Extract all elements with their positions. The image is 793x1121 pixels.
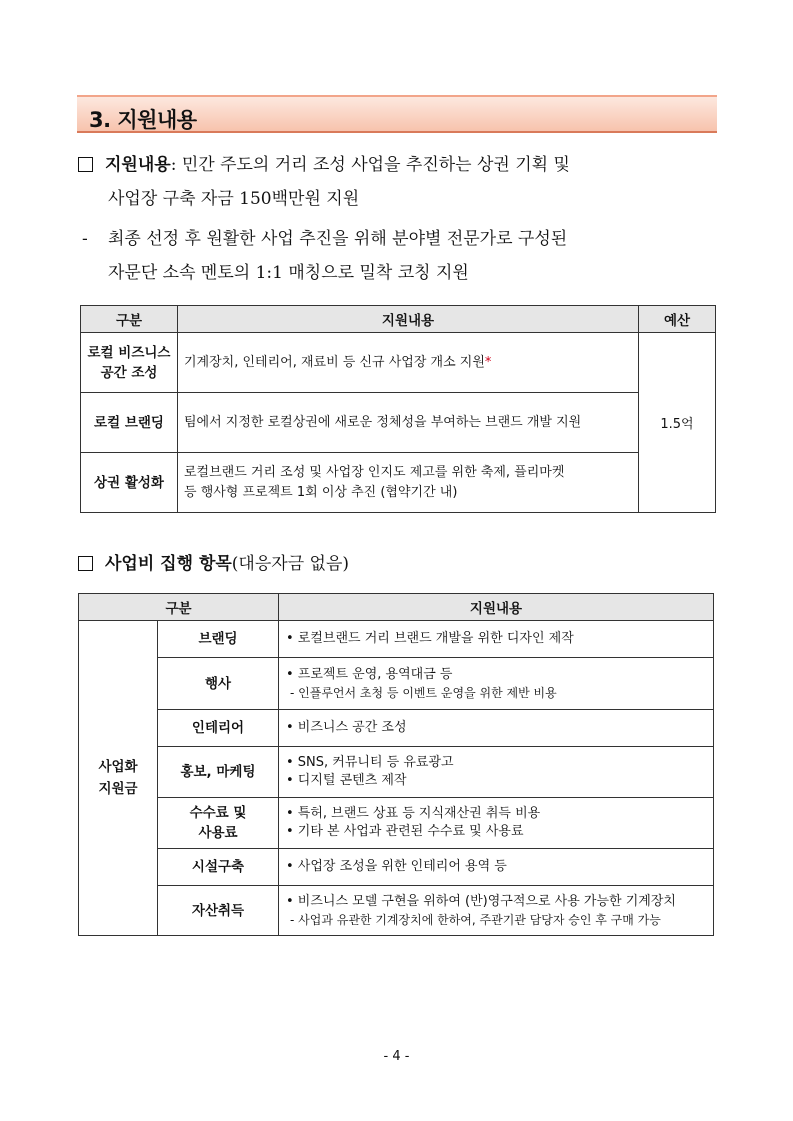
- table-row: [79, 621, 714, 658]
- section2-heading: [78, 547, 718, 581]
- header-content: 지원내용: [178, 306, 639, 333]
- table-row: [79, 710, 714, 747]
- row-content: [279, 747, 714, 798]
- content-line: • SNS, 커뮤니티 등 유료광고: [286, 755, 454, 770]
- content-line: • 기타 본 사업과 관련된 수수료 및 사용료: [286, 824, 524, 839]
- sub-category: 시설구축: [158, 849, 279, 886]
- content-line: 기계장치, 인테리어, 재료비 등 신규 사업장 개소 지원: [184, 354, 485, 370]
- content-line: 등 행사형 프로젝트 1회 이상 추진 (협약기간 내): [184, 484, 458, 500]
- row-content: [279, 798, 714, 849]
- table-row: [79, 747, 714, 798]
- content-line: • 비즈니스 모델 구현을 위하여 (반)영구적으로 사용 가능한 기계장치: [286, 893, 676, 909]
- intro-dash: [78, 222, 718, 290]
- category-line: 공간 조성: [100, 364, 158, 381]
- expense-table: [78, 593, 714, 936]
- expense-table-header: [79, 594, 714, 621]
- content-line: • 디지털 콘텐츠 제작: [286, 773, 407, 788]
- sub-category: 행사: [158, 658, 279, 710]
- table-row: [81, 393, 716, 453]
- main-category-line: 지원금: [98, 781, 138, 797]
- budget-cell: 1.5억: [639, 333, 716, 513]
- row-category: [81, 333, 178, 393]
- section-title: 3. 지원내용: [89, 108, 197, 132]
- table-row: [81, 453, 716, 513]
- bullet-label: 지원내용: [105, 155, 171, 175]
- row-content: [279, 886, 714, 936]
- bullet-text-1: : 민간 주도의 거리 조성 사업을 추진하는 상권 기획 및: [170, 155, 570, 175]
- intro-bullet: [78, 148, 718, 216]
- row-content: [178, 333, 639, 393]
- footnote-mark: *: [484, 354, 492, 370]
- sub-category: 자산취득: [158, 886, 279, 936]
- row-content: 팀에서 지정한 로컬상권에 새로운 정체성을 부여하는 브랜드 개발 지원: [178, 393, 639, 453]
- sub-category: 홍보, 마케팅: [158, 747, 279, 798]
- category-line: 로컬 비즈니스: [87, 344, 171, 361]
- content-line: 로컬브랜드 거리 조성 및 사업장 인지도 제고를 위한 축제, 플리마켓: [184, 464, 565, 480]
- content-subline: - 사업과 유관한 기계장치에 한하여, 주관기관 담당자 승인 후 구매 가능: [290, 912, 661, 927]
- dash-text-1: 최종 선정 후 원활한 사업 추진을 위해 분야별 전문가로 구성된: [108, 229, 568, 249]
- header-category: 구분: [79, 594, 279, 621]
- sub-category: 브랜딩: [158, 621, 279, 658]
- table-row: [79, 798, 714, 849]
- header-category: 구분: [81, 306, 178, 333]
- row-content: [178, 453, 639, 513]
- page-number: - 4 -: [383, 1049, 410, 1064]
- row-category: 로컬 브랜딩: [81, 393, 178, 453]
- row-category: 상권 활성화: [81, 453, 178, 513]
- header-budget: 예산: [639, 306, 716, 333]
- checkbox-square-icon: [78, 556, 93, 571]
- table-row: [81, 333, 716, 393]
- section-header: [77, 95, 717, 133]
- content-line: • 특허, 브랜드 상표 등 지식재산권 취득 비용: [286, 806, 541, 821]
- row-content: • 비즈니스 공간 조성: [279, 710, 714, 747]
- dash-mark: -: [82, 229, 88, 249]
- content-line: • 프로젝트 운영, 용역대금 등: [286, 666, 453, 682]
- table-row: [79, 849, 714, 886]
- sub-category-line: 사용료: [198, 825, 238, 841]
- main-category: [79, 621, 158, 936]
- main-category-line: 사업화: [98, 759, 138, 775]
- header-content: 지원내용: [279, 594, 714, 621]
- row-content: • 로컬브랜드 거리 브랜드 개발을 위한 디자인 제작: [279, 621, 714, 658]
- table-row: [79, 658, 714, 710]
- sub-category: 인테리어: [158, 710, 279, 747]
- sub-category-line: 수수료 및: [189, 805, 247, 821]
- section2-label: 사업비 집행 항목: [105, 554, 232, 574]
- table-row: [79, 886, 714, 936]
- dash-text-2: 자문단 소속 멘토의 1:1 매칭으로 밀착 코칭 지원: [108, 263, 469, 283]
- row-content: [279, 658, 714, 710]
- content-subline: - 인플루언서 초청 등 이벤트 운영을 위한 제반 비용: [290, 685, 557, 700]
- section2-note: (대응자금 없음): [231, 554, 349, 574]
- sub-category: [158, 798, 279, 849]
- checkbox-square-icon: [78, 157, 93, 172]
- bullet-text-2: 사업장 구축 자금 150백만원 지원: [108, 189, 360, 209]
- row-content: • 사업장 조성을 위한 인테리어 용역 등: [279, 849, 714, 886]
- support-table-header: [81, 306, 716, 333]
- support-table: [80, 305, 716, 513]
